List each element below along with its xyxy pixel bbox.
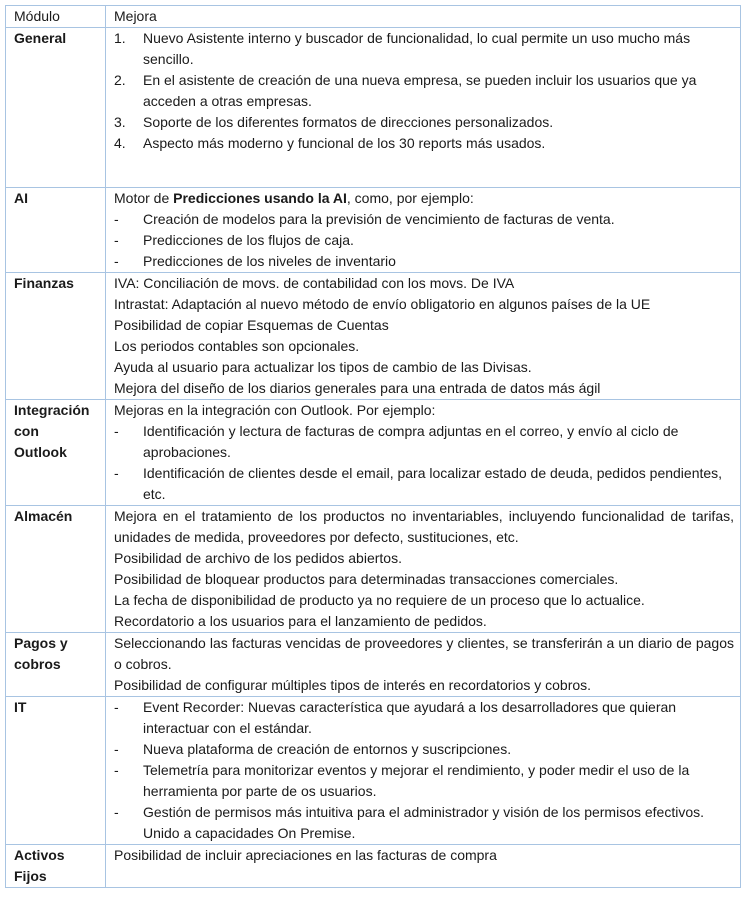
intro-text: Mejoras en la integración con Outlook. Por ejemplo: <box>114 402 436 418</box>
table-row-pagos <box>6 633 741 697</box>
list-item: 4. Aspecto más moderno y funcional de los 30 reports más usados. <box>114 135 546 151</box>
numbered-list <box>114 28 734 154</box>
text-line: Ayuda al usuario para actualizar los tipos de cambio de las Divisas. <box>114 359 532 375</box>
text-line: Intrastat: Adaptación al nuevo método de envío obligatorio en algunos países de la UE <box>114 296 651 312</box>
header-module: Módulo <box>6 6 106 28</box>
module-cell: AI <box>6 188 106 273</box>
module-cell: Pagos y cobros <box>6 633 106 697</box>
list-item: 3. Soporte de los diferentes formatos de direcciones personalizados. <box>114 114 554 130</box>
table-row-activos <box>6 845 741 888</box>
bullet-list <box>114 421 734 505</box>
list-item: - Identificación y lectura de facturas de compra adjuntas en el correo, y envío al ciclo de aprobaciones. <box>114 423 679 460</box>
module-cell: Activos Fijos <box>6 845 106 888</box>
intro-text: Motor de Predicciones usando la AI, como, por ejemplo: <box>114 190 474 206</box>
improvement-cell <box>106 697 741 845</box>
text-line: Posibilidad de bloquear productos para determinadas transacciones comerciales. <box>114 571 619 587</box>
bullet-list <box>114 209 734 272</box>
table-header-row <box>6 6 741 28</box>
table-row-ai <box>6 188 741 273</box>
list-item: - Telemetría para monitorizar eventos y mejorar el rendimiento, y poder medir el uso de la herramienta por parte de os usuarios. <box>114 762 690 799</box>
improvement-cell <box>106 506 741 633</box>
table-row-it <box>6 697 741 845</box>
text-line: La fecha de disponibilidad de producto ya no requiere de un proceso que lo actualice. <box>114 592 645 608</box>
table-row-general <box>6 28 741 188</box>
text-line: Seleccionando las facturas vencidas de proveedores y clientes, se transferirán a un diario de pagos o cobros. <box>114 635 734 672</box>
module-cell: Integración con Outlook <box>6 400 106 506</box>
text-line: Mejora del diseño de los diarios generales para una entrada de datos más ágil <box>114 380 601 396</box>
list-item: 1. Nuevo Asistente interno y buscador de funcionalidad, lo cual permite un uso mucho más sencillo. <box>114 30 691 67</box>
module-cell: General <box>6 28 106 188</box>
improvement-cell <box>106 188 741 273</box>
list-item: - Gestión de permisos más intuitiva para el administrador y visión de los permisos efectivos. Unido a capacidades On Premise. <box>114 804 705 841</box>
text-line: IVA: Conciliación de movs. de contabilidad con los movs. De IVA <box>114 275 515 291</box>
list-item: - Predicciones de los niveles de inventario <box>114 253 396 269</box>
list-item: - Event Recorder: Nuevas característica que ayudará a los desarrolladores que quieran interactuar con el estándar. <box>114 699 677 736</box>
text-line: Los periodos contables son opcionales. <box>114 338 360 354</box>
text-line: Posibilidad de copiar Esquemas de Cuentas <box>114 317 389 333</box>
list-item: - Identificación de clientes desde el email, para localizar estado de deuda, pedidos pendientes, etc. <box>114 465 723 502</box>
list-item: - Creación de modelos para la previsión de vencimiento de facturas de venta. <box>114 211 615 227</box>
text-line: Posibilidad de configurar múltiples tipos de interés en recordatorios y cobros. <box>114 677 592 693</box>
module-cell: Almacén <box>6 506 106 633</box>
text-line: Recordatorio a los usuarios para el lanzamiento de pedidos. <box>114 613 487 629</box>
header-improvement: Mejora <box>106 6 741 28</box>
improvement-cell <box>106 633 741 697</box>
module-cell: Finanzas <box>6 273 106 400</box>
improvement-cell <box>106 845 741 888</box>
table-row-finanzas <box>6 273 741 400</box>
text-line: Posibilidad de archivo de los pedidos abiertos. <box>114 550 402 566</box>
list-item: - Predicciones de los flujos de caja. <box>114 232 354 248</box>
text-line: Posibilidad de incluir apreciaciones en las facturas de compra <box>114 847 497 863</box>
improvements-table <box>5 5 741 888</box>
table-row-almacen <box>6 506 741 633</box>
text-line: Mejora en el tratamiento de los productos no inventariables, incluyendo funcionalidad de tarifas, unidades de medida, proveedores por defecto, sustituciones, etc. <box>114 508 734 545</box>
list-item: - Nueva plataforma de creación de entornos y suscripciones. <box>114 741 512 757</box>
bullet-list <box>114 697 734 844</box>
improvement-cell <box>106 28 741 188</box>
improvement-cell <box>106 273 741 400</box>
module-cell: IT <box>6 697 106 845</box>
list-item: 2. En el asistente de creación de una nueva empresa, se pueden incluir los usuarios que ya acceden a otras empresas. <box>114 72 697 109</box>
improvement-cell <box>106 400 741 506</box>
table-row-outlook <box>6 400 741 506</box>
